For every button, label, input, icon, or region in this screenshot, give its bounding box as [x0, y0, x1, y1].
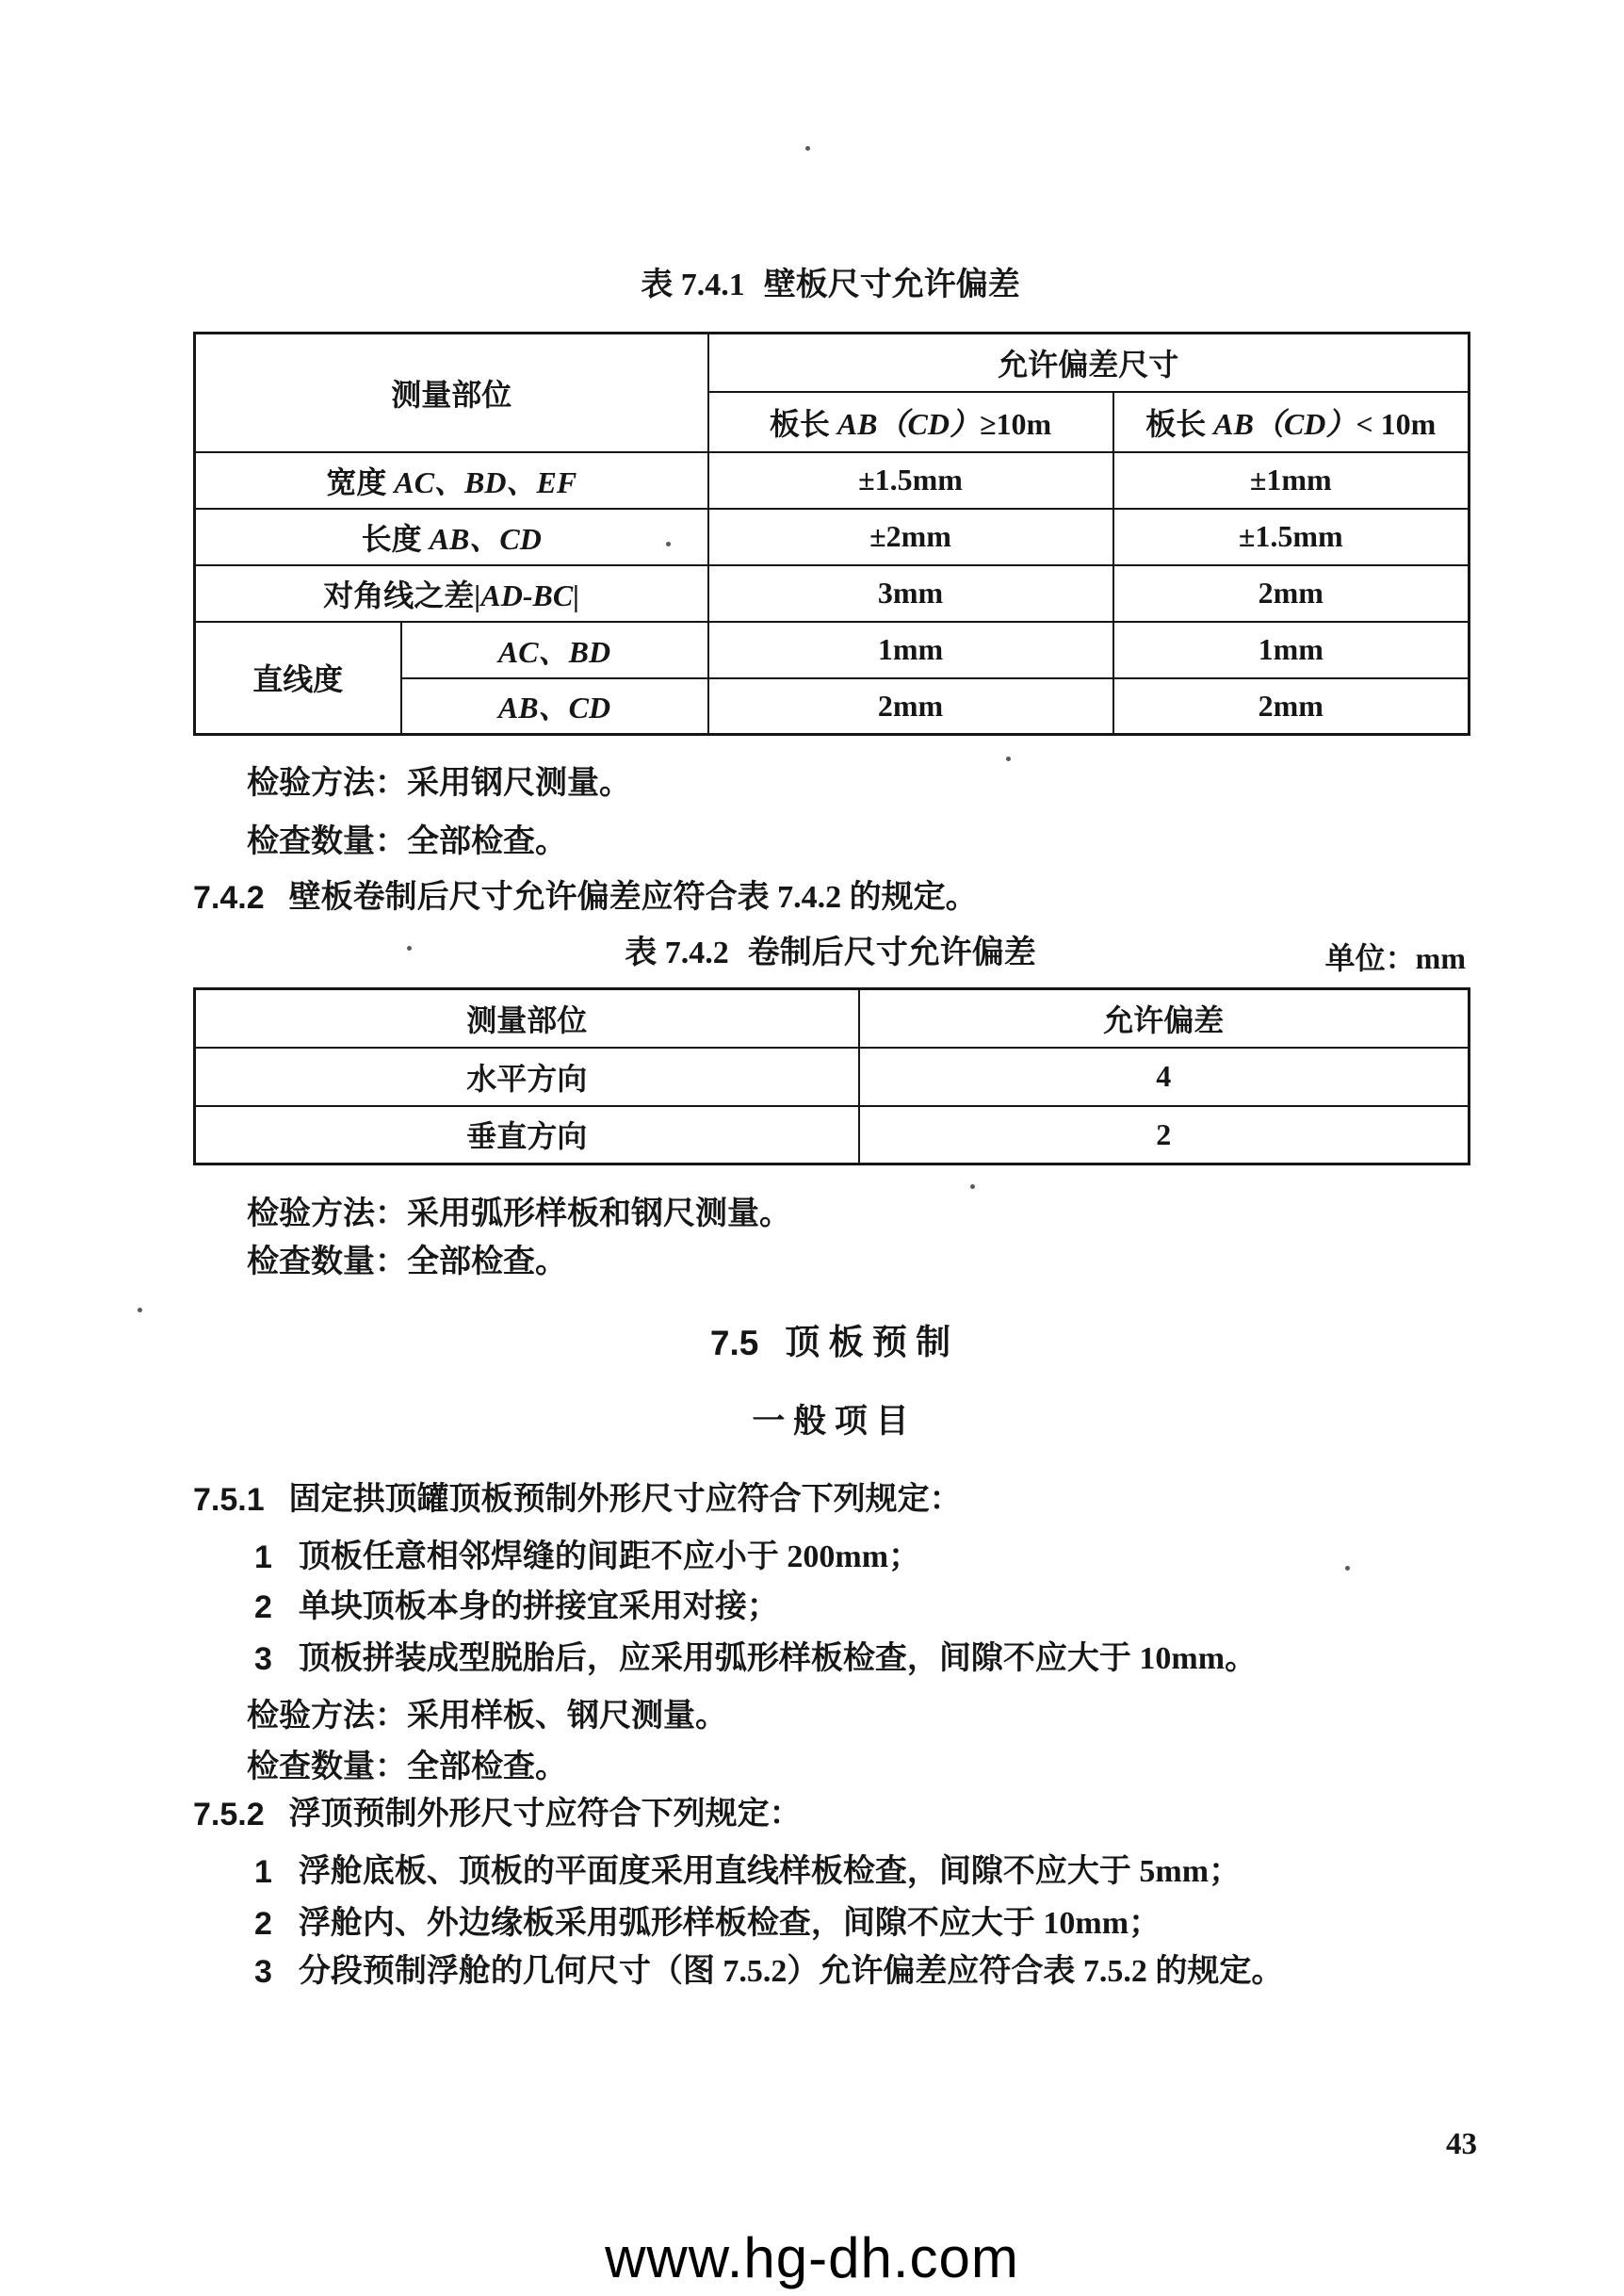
- inspection-count-line: 检查数量：全部检查。: [247, 1750, 567, 1784]
- clause-742: [193, 879, 978, 917]
- item-text: 顶板拼装成型脱胎后，应采用弧形样板检查，间隙不应大于 10mm。: [298, 1641, 1258, 1676]
- row-horizontal-label: 水平方向: [195, 1048, 859, 1106]
- item-number: 1: [254, 1854, 272, 1890]
- inspection-count-line: 检查数量：全部检查。: [247, 824, 567, 859]
- straightness-abcd-lt-value: 2mm: [1113, 678, 1470, 735]
- row-diagonal-ge-value: 3mm: [708, 565, 1113, 622]
- table-741-caption-number: 表 7.4.1: [641, 268, 745, 302]
- row-horizontal-value: 4: [859, 1048, 1470, 1106]
- general-items-subheading: 一 般 项 目: [752, 1403, 909, 1440]
- item-text: 单块顶板本身的拼接宜采用对接；: [298, 1589, 779, 1624]
- item-text: 浮舱内、外边缘板采用弧形样板检查，间隙不应大于 10mm；: [298, 1906, 1161, 1941]
- scan-speck: [805, 146, 810, 151]
- item-number: 3: [254, 1641, 272, 1677]
- col-lt-suffix: < 10m: [1356, 406, 1437, 441]
- straightness-abcd-label: AB、CD: [401, 678, 708, 735]
- item-number: 2: [254, 1589, 272, 1625]
- table-row: [195, 565, 1470, 622]
- header-col-length-lt-10m: [1113, 392, 1470, 452]
- straightness-acbd-ge-value: 1mm: [708, 622, 1113, 678]
- page-number: 43: [1446, 2127, 1477, 2161]
- item-text: 浮舱底板、顶板的平面度采用直线样板检查，间隙不应大于 5mm；: [298, 1854, 1242, 1889]
- clause-number: 7.5.2: [193, 1797, 265, 1832]
- item-number: 3: [254, 1954, 272, 1990]
- label-prefix: 对角线之差: [323, 578, 475, 612]
- label-dims: AC、BD、EF: [394, 464, 577, 499]
- table-row: [195, 989, 1470, 1048]
- table-742-caption-row: [193, 935, 1468, 974]
- straightness-abcd-ge-value: 2mm: [708, 678, 1113, 735]
- clause-text: 壁板卷制后尺寸允许偏差应符合表 7.4.2 的规定。: [288, 880, 978, 915]
- item-number: 2: [254, 1906, 272, 1942]
- row-length-lt-value: ±1.5mm: [1113, 509, 1470, 565]
- table-row: [195, 334, 1470, 392]
- section-75-heading: [193, 1323, 1468, 1364]
- table-row: [195, 509, 1470, 565]
- clause-751-item-3: [254, 1640, 1257, 1678]
- clause-752-item-2: [254, 1905, 1161, 1943]
- row-width-lt-value: ±1mm: [1113, 452, 1470, 509]
- table-742-caption-title: 卷制后尺寸允许偏差: [747, 936, 1036, 970]
- table-741-caption-title: 壁板尺寸允许偏差: [763, 268, 1020, 302]
- clause-751-item-1: [254, 1539, 920, 1576]
- clause-text: 固定拱顶罐顶板预制外形尺寸应符合下列规定：: [288, 1482, 962, 1517]
- section-title: 顶 板 预 制: [785, 1324, 951, 1362]
- header-allowed-deviation: 允许偏差尺寸: [708, 334, 1470, 392]
- col-ge-italic: AB（CD）: [836, 406, 980, 441]
- row-diagonal-lt-value: 2mm: [1113, 565, 1470, 622]
- row-length-ge-value: ±2mm: [708, 509, 1113, 565]
- section-number: 7.5: [709, 1324, 759, 1362]
- clause-751: [193, 1481, 962, 1519]
- row-length-label: [195, 509, 708, 565]
- table-row: [195, 452, 1470, 509]
- table-742-caption: [193, 935, 1468, 972]
- inspection-method-line: 检验方法：采用钢尺测量。: [247, 766, 631, 801]
- col-ge-prefix: 板长: [769, 406, 837, 441]
- col-lt-italic: AB（CD）: [1213, 406, 1356, 441]
- item-text: 顶板任意相邻焊缝的间距不应小于 200mm；: [298, 1539, 921, 1574]
- table-741: [193, 332, 1470, 736]
- row-diagonal-label: [195, 565, 708, 622]
- label-dims: AB、CD: [429, 521, 542, 556]
- col-ge-suffix: ≥10m: [979, 406, 1052, 441]
- table-row: [195, 622, 1470, 678]
- table-741-caption: [193, 267, 1468, 304]
- clause-751-item-2: [254, 1588, 779, 1626]
- inspection-method-line: 检验方法：采用弧形样板和钢尺测量。: [247, 1197, 791, 1231]
- inspection-count-line: 检查数量：全部检查。: [247, 1245, 567, 1279]
- header-measure-part: 测量部位: [195, 989, 859, 1048]
- header-col-length-ge-10m: [708, 392, 1113, 452]
- table-742-caption-number: 表 7.4.2: [625, 936, 729, 970]
- header-allowed-deviation: 允许偏差: [859, 989, 1470, 1048]
- row-vertical-label: 垂直方向: [195, 1106, 859, 1164]
- row-vertical-value: 2: [859, 1106, 1470, 1164]
- row-straightness-label: 直线度: [195, 622, 401, 735]
- clause-752-item-3: [254, 1953, 1283, 1991]
- scan-speck: [138, 1308, 142, 1312]
- scan-speck: [970, 1184, 975, 1189]
- row-width-ge-value: ±1.5mm: [708, 452, 1113, 509]
- col-lt-prefix: 板长: [1145, 406, 1214, 441]
- clause-number: 7.4.2: [193, 880, 265, 916]
- clause-752-item-1: [254, 1853, 1241, 1891]
- straightness-acbd-lt-value: 1mm: [1113, 622, 1470, 678]
- table-742: [193, 987, 1470, 1165]
- label-prefix: 宽度: [326, 464, 395, 499]
- clause-number: 7.5.1: [193, 1482, 265, 1518]
- item-text: 分段预制浮舱的几何尺寸（图 7.5.2）允许偏差应符合表 7.5.2 的规定。: [298, 1954, 1284, 1989]
- label-prefix: 长度: [361, 521, 430, 556]
- table-row: [195, 1048, 1470, 1106]
- table-row: [195, 1106, 1470, 1164]
- item-number: 1: [254, 1539, 272, 1575]
- watermark-url: www.hg-dh.com: [605, 2226, 1019, 2289]
- inspection-method-line: 检验方法：采用样板、钢尺测量。: [247, 1699, 727, 1734]
- straightness-acbd-label: AC、BD: [401, 622, 708, 678]
- scan-speck: [1345, 1566, 1350, 1571]
- table-742-unit-label: 单位：mm: [1324, 941, 1466, 975]
- scan-speck: [1006, 757, 1011, 761]
- row-width-label: [195, 452, 708, 509]
- label-dims: |AD-BC|: [474, 578, 580, 612]
- clause-text: 浮顶预制外形尺寸应符合下列规定：: [288, 1797, 802, 1832]
- header-measure-part: 测量部位: [195, 334, 708, 452]
- clause-752: [193, 1796, 802, 1833]
